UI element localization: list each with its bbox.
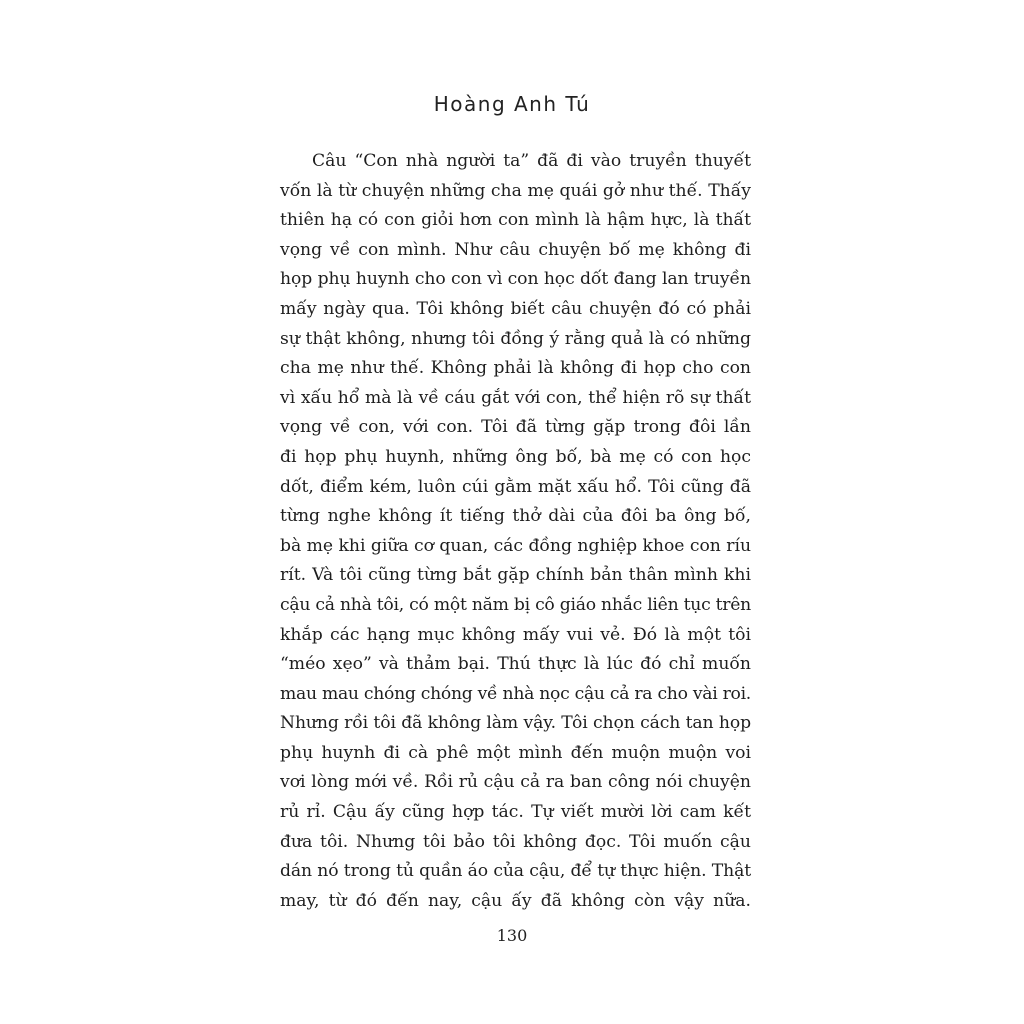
- text-line: sự thật không, nhưng tôi đồng ý rằng quả là có những: [280, 328, 751, 349]
- text-line: đi họp phụ huynh, những ông bố, bà mẹ có con học: [280, 446, 751, 467]
- text-line: may, từ đó đến nay, cậu ấy đã không còn vậy nữa.: [280, 890, 751, 911]
- text-line: vì xấu hổ mà là về cáu gắt với con, thể hiện rõ sự thất: [280, 387, 751, 408]
- text-line: phụ huynh đi cà phê một mình đến muộn muộn voi: [280, 742, 751, 763]
- text-line: vơi lòng mới về. Rồi rủ cậu cả ra ban công nói chuyện: [280, 772, 751, 793]
- text-line: Câu “Con nhà người ta” đã đi vào truyền thuyết: [312, 151, 751, 171]
- text-line: đưa tôi. Nhưng tôi bảo tôi không đọc. Tôi muốn cậu: [280, 831, 751, 852]
- text-line: cậu cả nhà tôi, có một năm bị cô giáo nhắc liên tục trên: [280, 594, 751, 615]
- text-line: vọng về con mình. Như câu chuyện bố mẹ không đi: [280, 239, 751, 260]
- text-line: dốt, điểm kém, luôn cúi gằm mặt xấu hổ. Tôi cũng đã: [280, 476, 751, 497]
- text-line: Nhưng rồi tôi đã không làm vậy. Tôi chọn cách tan họp: [280, 713, 751, 734]
- text-line: bà mẹ khi giữa cơ quan, các đồng nghiệp khoe con ríu: [280, 535, 751, 556]
- text-line: vọng về con, với con. Tôi đã từng gặp trong đôi lần: [280, 417, 751, 438]
- body-paragraph: [280, 147, 751, 916]
- page-number: 130: [496, 926, 528, 945]
- text-line: dán nó trong tủ quần áo của cậu, để tự thực hiện. Thật: [280, 861, 751, 882]
- text-line: mau mau chóng chóng về nhà nọc cậu cả ra cho vài roi.: [280, 683, 751, 704]
- text-line: cha mẹ như thế. Không phải là không đi họp cho con: [280, 358, 751, 379]
- text-line: vốn là từ chuyện những cha mẹ quái gở như thế. Thấy: [280, 180, 751, 201]
- text-line: “méo xẹo” và thảm bại. Thú thực là lúc đó chỉ muốn: [280, 654, 751, 675]
- text-line: từng nghe không ít tiếng thở dài của đôi ba ông bố,: [280, 506, 751, 527]
- running-header-author: Hoàng Anh Tú: [433, 92, 591, 116]
- text-line: mấy ngày qua. Tôi không biết câu chuyện đó có phải: [280, 298, 751, 319]
- text-line: rít. Và tôi cũng từng bắt gặp chính bản thân mình khi: [280, 565, 751, 586]
- text-line: thiên hạ có con giỏi hơn con mình là hậm hực, là thất: [280, 210, 751, 231]
- text-line: họp phụ huynh cho con vì con học dốt đang lan truyền: [280, 269, 751, 290]
- text-line: khắp các hạng mục không mấy vui vẻ. Đó là một tôi: [280, 624, 751, 645]
- text-line: rủ rỉ. Cậu ấy cũng hợp tác. Tự viết mười lời cam kết: [280, 802, 751, 823]
